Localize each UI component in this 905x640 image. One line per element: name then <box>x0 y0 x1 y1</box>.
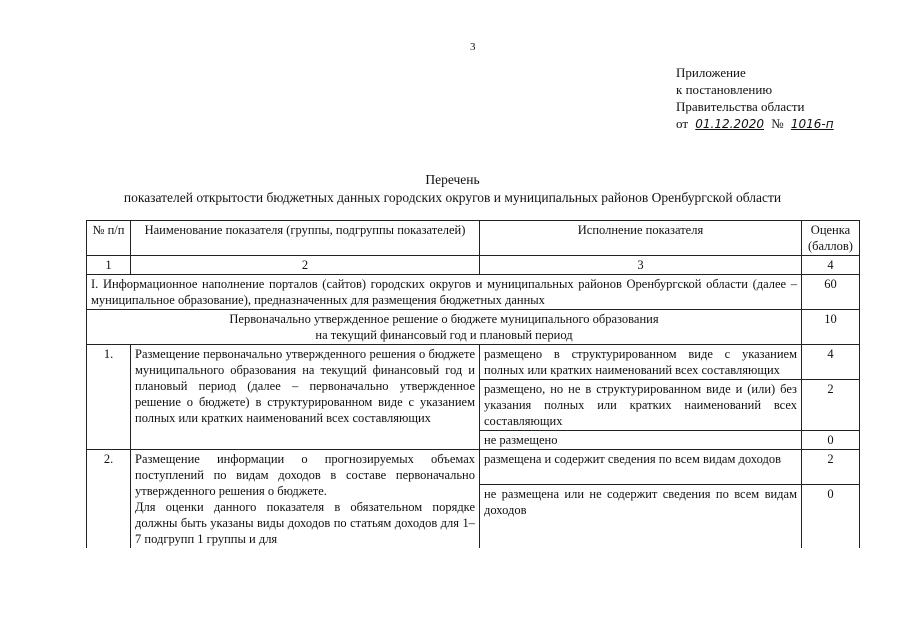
row-2-score-2: 0 <box>802 484 860 548</box>
appendix-date-line <box>676 115 838 133</box>
appendix-line-2: к постановлению <box>676 82 773 97</box>
row-1-score-3: 0 <box>802 431 860 450</box>
col-number-4: 4 <box>802 256 860 275</box>
section-title: I. Информационное наполнение порталов (сайтов) городских округов и муниципальных районов Оренбургской области (далее – муниципальное образование), предназначенных для размещения бюджетных данных <box>87 275 802 310</box>
column-numbers-row <box>87 256 860 275</box>
col-number-2: 2 <box>131 256 480 275</box>
header-score: Оценка (баллов) <box>802 221 860 256</box>
row-1-number: 1. <box>87 345 131 450</box>
handwritten-date: 01.12.2020 <box>695 117 764 131</box>
header-name: Наименование показателя (группы, подгруппы показателей) <box>131 221 480 256</box>
col-number-3: 3 <box>480 256 802 275</box>
table-row <box>87 450 860 485</box>
col-number-1: 1 <box>87 256 131 275</box>
row-2-number: 2. <box>87 450 131 549</box>
row-2-name-paragraph-1: Размещение информации о прогнозируемых объемах поступлений по видам доходов в составе первоначально утвержденного решения о бюджете. <box>135 452 475 498</box>
row-2-option-2: не размещена или не содержит сведения по всем видам доходов <box>480 484 802 548</box>
row-2-name <box>131 450 480 549</box>
row-2-option-1: размещена и содержит сведения по всем видам доходов <box>480 450 802 485</box>
row-1-option-2: размещено, но не в структурированном виде и (или) без указания полных или кратких наименований всех составляющих <box>480 380 802 431</box>
row-1-name: Размещение первоначально утвержденного решения о бюджете муниципального образования на текущий финансовый год и плановый период (далее – первоначально утвержденное решение о бюджете) в структурированном виде с указанием полных или кратких наименований всех составляющих <box>131 345 480 450</box>
number-prefix: № <box>771 116 784 131</box>
header-num: № п/п <box>87 221 131 256</box>
row-1-option-1: размещено в структурированном виде с указанием полных или кратких наименований всех составляющих <box>480 345 802 380</box>
appendix-block <box>676 64 838 133</box>
indicators-table <box>86 220 860 548</box>
group-title-line-1: Первоначально утвержденное решение о бюджете муниципального образования <box>229 312 659 326</box>
page-number: 3 <box>470 41 476 53</box>
group-title <box>87 310 802 345</box>
group-score: 10 <box>802 310 860 345</box>
row-1-option-3: не размещено <box>480 431 802 450</box>
document-title: Перечень <box>425 172 480 187</box>
section-score: 60 <box>802 275 860 310</box>
document-subtitle: показателей открытости бюджетных данных городских округов и муниципальных районов Оренбургской области <box>123 190 782 205</box>
row-2-score-1: 2 <box>802 450 860 485</box>
row-1-score-2: 2 <box>802 380 860 431</box>
appendix-line-1: Приложение <box>676 65 746 80</box>
group-title-line-2: на текущий финансовый год и плановый период <box>315 328 573 342</box>
group-row <box>87 310 860 345</box>
table-header-row <box>87 221 860 256</box>
section-row <box>87 275 860 310</box>
row-1-score-1: 4 <box>802 345 860 380</box>
handwritten-number: 1016-п <box>790 117 834 131</box>
header-exec: Исполнение показателя <box>480 221 802 256</box>
row-2-name-paragraph-2: Для оценки данного показателя в обязательном порядке должны быть указаны виды доходов по статьям доходов для 1–7 подгрупп 1 группы и для <box>135 500 475 546</box>
table-row <box>87 345 860 380</box>
date-prefix: от <box>676 116 689 131</box>
appendix-line-3: Правительства области <box>676 99 805 114</box>
